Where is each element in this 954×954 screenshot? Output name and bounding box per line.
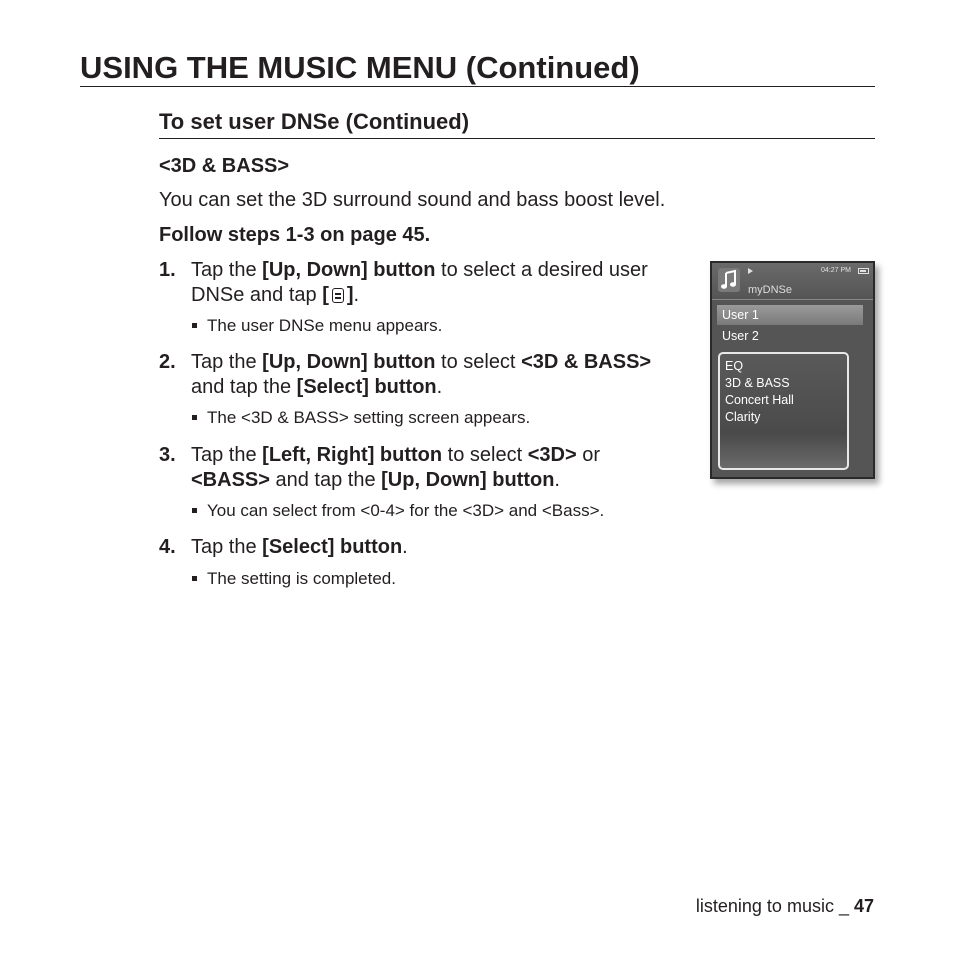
step-4-note: The setting is completed.	[192, 568, 396, 590]
step-4	[159, 535, 659, 560]
bullet-icon	[192, 576, 197, 581]
bullet-icon	[192, 508, 197, 513]
step-number: 4.	[159, 536, 176, 558]
battery-icon	[858, 268, 869, 274]
step-2-note: The <3D & BASS> setting screen appears.	[192, 407, 530, 429]
bullet-icon	[192, 415, 197, 420]
section-title: To set user DNSe (Continued)	[159, 108, 875, 139]
clock-time: 04:27 PM	[821, 267, 851, 274]
step-text: Tap the [Up, Down] button to select a desired user DNSe and tap [ ].	[191, 259, 648, 306]
step-2	[159, 350, 659, 400]
play-icon	[748, 268, 753, 274]
step-1	[159, 258, 659, 308]
step-number: 2.	[159, 351, 176, 373]
step-text: Tap the [Up, Down] button to select <3D & BASS> and tap the [Select] button.	[191, 351, 652, 398]
step-text: Tap the [Left, Right] button to select <3D> or <BASS> and tap the [Up, Down] button.	[191, 444, 600, 491]
popup-item-3d-bass[interactable]: 3D & BASS	[725, 376, 790, 390]
popup-item-clarity[interactable]: Clarity	[725, 410, 761, 424]
step-text: Tap the [Select] button.	[191, 536, 408, 558]
music-note-icon	[718, 268, 740, 292]
intro-text: You can set the 3D surround sound and bass boost level.	[159, 189, 666, 211]
bullet-icon	[192, 323, 197, 328]
menu-item-user-2[interactable]: User 2	[722, 329, 759, 343]
popup-menu	[718, 352, 849, 470]
screen-title: myDNSe	[748, 284, 793, 296]
menu-button-icon	[332, 288, 344, 303]
page-footer	[696, 894, 874, 918]
popup-item-eq[interactable]: EQ	[725, 359, 744, 373]
page-title: USING THE MUSIC MENU (Continued)	[80, 50, 875, 87]
footer-label: listening to music _	[695, 896, 854, 916]
sub-heading: <3D & BASS>	[159, 155, 290, 177]
device-screen	[710, 261, 875, 479]
popup-item-concert-hall[interactable]: Concert Hall	[725, 393, 794, 407]
step-1-note: The user DNSe menu appears.	[192, 315, 442, 337]
device-header	[712, 263, 873, 300]
step-3	[159, 443, 659, 493]
follow-steps-note: Follow steps 1-3 on page 45.	[159, 224, 431, 246]
page-number: 47	[853, 896, 874, 916]
step-number: 1.	[159, 259, 176, 281]
step-3-note: You can select from <0-4> for the <3D> and <Bass>.	[192, 500, 604, 522]
step-number: 3.	[159, 444, 176, 466]
menu-item-user-1[interactable]: User 1	[717, 305, 863, 325]
